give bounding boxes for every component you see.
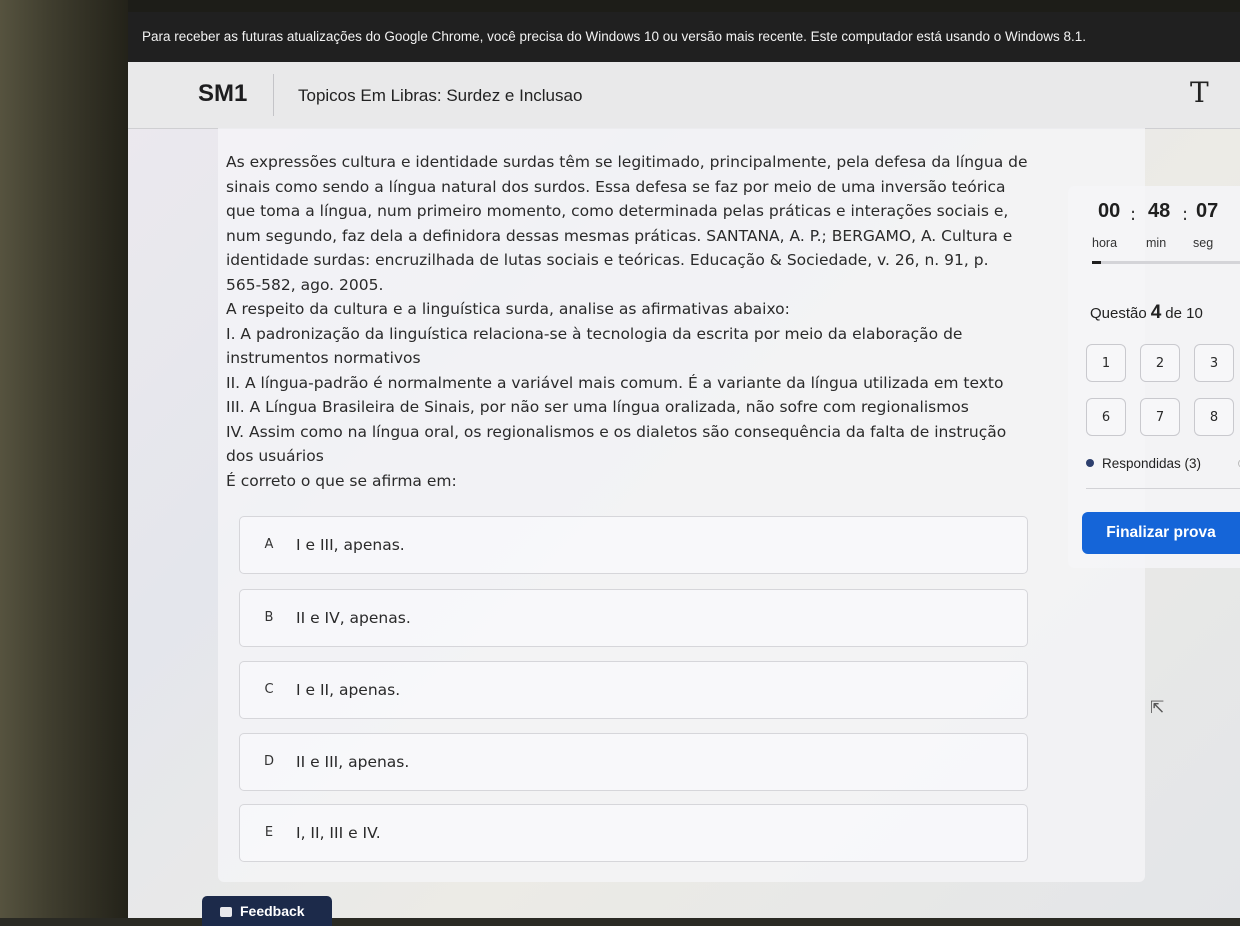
- timer-hours-label: hora: [1092, 236, 1118, 250]
- answer-option-e[interactable]: [239, 804, 1028, 862]
- timer-minutes: 48: [1148, 200, 1171, 222]
- question-counter-prefix: Questão: [1090, 305, 1147, 322]
- option-text: I, II, III e IV.: [296, 824, 381, 842]
- statement-line: identidade surdas: encruzilhada de lutas sociais e teóricas. Educação & Sociedade, v. 26, n. 91, p.: [226, 251, 989, 269]
- answered-label: Respondidas (3): [1102, 456, 1202, 471]
- current-question-number: 4: [1150, 302, 1162, 323]
- finish-exam-button[interactable]: Finalizar prova: [1082, 512, 1240, 554]
- option-text: II e IV, apenas.: [296, 609, 411, 627]
- text-size-icon[interactable]: T: [1190, 76, 1209, 109]
- timer-separator: :: [1182, 204, 1189, 225]
- statement-line: I. A padronização da linguística relaciona-se à tecnologia da escrita por meio da elaboração de: [226, 324, 963, 343]
- monitor-bezel-left: [0, 0, 128, 918]
- statement-line: 565-582, ago. 2005.: [226, 275, 384, 294]
- question-panel: [218, 128, 1145, 882]
- course-title: Topicos Em Libras: Surdez e Inclusao: [298, 86, 583, 105]
- statement-line: instrumentos normativos: [226, 349, 421, 367]
- statement-line: dos usuários: [226, 447, 324, 465]
- option-letter: A: [264, 537, 274, 552]
- option-letter: C: [264, 682, 274, 697]
- browser-warning-bar: [128, 12, 1240, 62]
- feedback-label: Feedback: [240, 903, 305, 919]
- answered-legend: [1086, 456, 1201, 471]
- statement-line: A respeito da cultura e a linguística surda, analise as afirmativas abaixo:: [226, 300, 790, 318]
- exam-sidebar: [1068, 186, 1240, 568]
- statement-line: II. A língua-padrão é normalmente a variável mais comum. É a variante da língua utilizada em texto: [226, 373, 1004, 392]
- option-letter: D: [263, 754, 274, 769]
- option-text: II e III, apenas.: [296, 753, 410, 771]
- answer-option-c[interactable]: [239, 661, 1028, 719]
- answered-dot-icon: [1086, 459, 1094, 467]
- option-text: I e II, apenas.: [296, 681, 401, 699]
- question-nav-button[interactable]: 7: [1140, 398, 1180, 436]
- statement-line: num segundo, faz dela a definidora dessas mesmas práticas. SANTANA, A. P.; BERGAMO, A. Cultura e: [226, 226, 1013, 245]
- option-text: I e III, apenas.: [296, 536, 405, 554]
- statement-line: É correto o que se afirma em:: [226, 471, 457, 490]
- monitor-bezel-top: [0, 0, 1240, 12]
- statement-line: IV. Assim como na língua oral, os regionalismos e os dialetos são consequência da falta de instrução: [226, 422, 1007, 441]
- feedback-icon: [220, 907, 232, 917]
- statement-line: que toma a língua, num primeiro momento, como determinada pelas práticas e interações sociais e,: [226, 202, 1009, 220]
- question-counter: [1090, 302, 1203, 324]
- statement-line: III. A Língua Brasileira de Sinais, por não ser uma língua oralizada, não sofre com regionalismos: [226, 398, 969, 416]
- browser-warning-text: Para receber as futuras atualizações do Google Chrome, você precisa do Windows 10 ou versão mais recente. Este computador está usando o Windows 8.1.: [142, 29, 1086, 44]
- question-counter-total: de 10: [1165, 305, 1203, 322]
- question-statement: [226, 150, 1061, 493]
- timer-minutes-label: min: [1146, 236, 1167, 250]
- timer-seconds: 07: [1196, 200, 1219, 222]
- question-nav-button[interactable]: 1: [1086, 344, 1126, 382]
- timer-progress-bar: [1092, 261, 1240, 264]
- timer-seconds-label: seg: [1193, 236, 1214, 250]
- timer-separator: :: [1130, 204, 1137, 225]
- answer-option-a[interactable]: [239, 516, 1028, 574]
- answer-option-d[interactable]: [239, 733, 1028, 791]
- statement-line: sinais como sendo a língua natural dos surdos. Essa defesa se faz por meio de uma inversão teórica: [226, 177, 1006, 196]
- question-nav-button[interactable]: 3: [1194, 344, 1234, 382]
- exam-screen: [128, 62, 1240, 918]
- answer-option-b[interactable]: [239, 589, 1028, 647]
- question-nav-button[interactable]: 6: [1086, 398, 1126, 436]
- brand-logo: SM1: [198, 80, 248, 107]
- sidebar-divider: [1086, 488, 1240, 489]
- option-letter: E: [264, 825, 274, 840]
- timer-progress-fill: [1092, 261, 1101, 264]
- page-header: [128, 62, 1240, 129]
- mouse-cursor-icon: ⇱: [1150, 698, 1165, 718]
- feedback-button[interactable]: [202, 896, 332, 926]
- question-nav-button[interactable]: 8: [1194, 398, 1234, 436]
- statement-line: As expressões cultura e identidade surdas têm se legitimado, principalmente, pela defesa da língua de: [226, 153, 1028, 171]
- question-nav-button[interactable]: 2: [1140, 344, 1180, 382]
- option-letter: B: [264, 610, 274, 625]
- header-divider: [273, 74, 274, 116]
- timer-hours: 00: [1098, 200, 1121, 222]
